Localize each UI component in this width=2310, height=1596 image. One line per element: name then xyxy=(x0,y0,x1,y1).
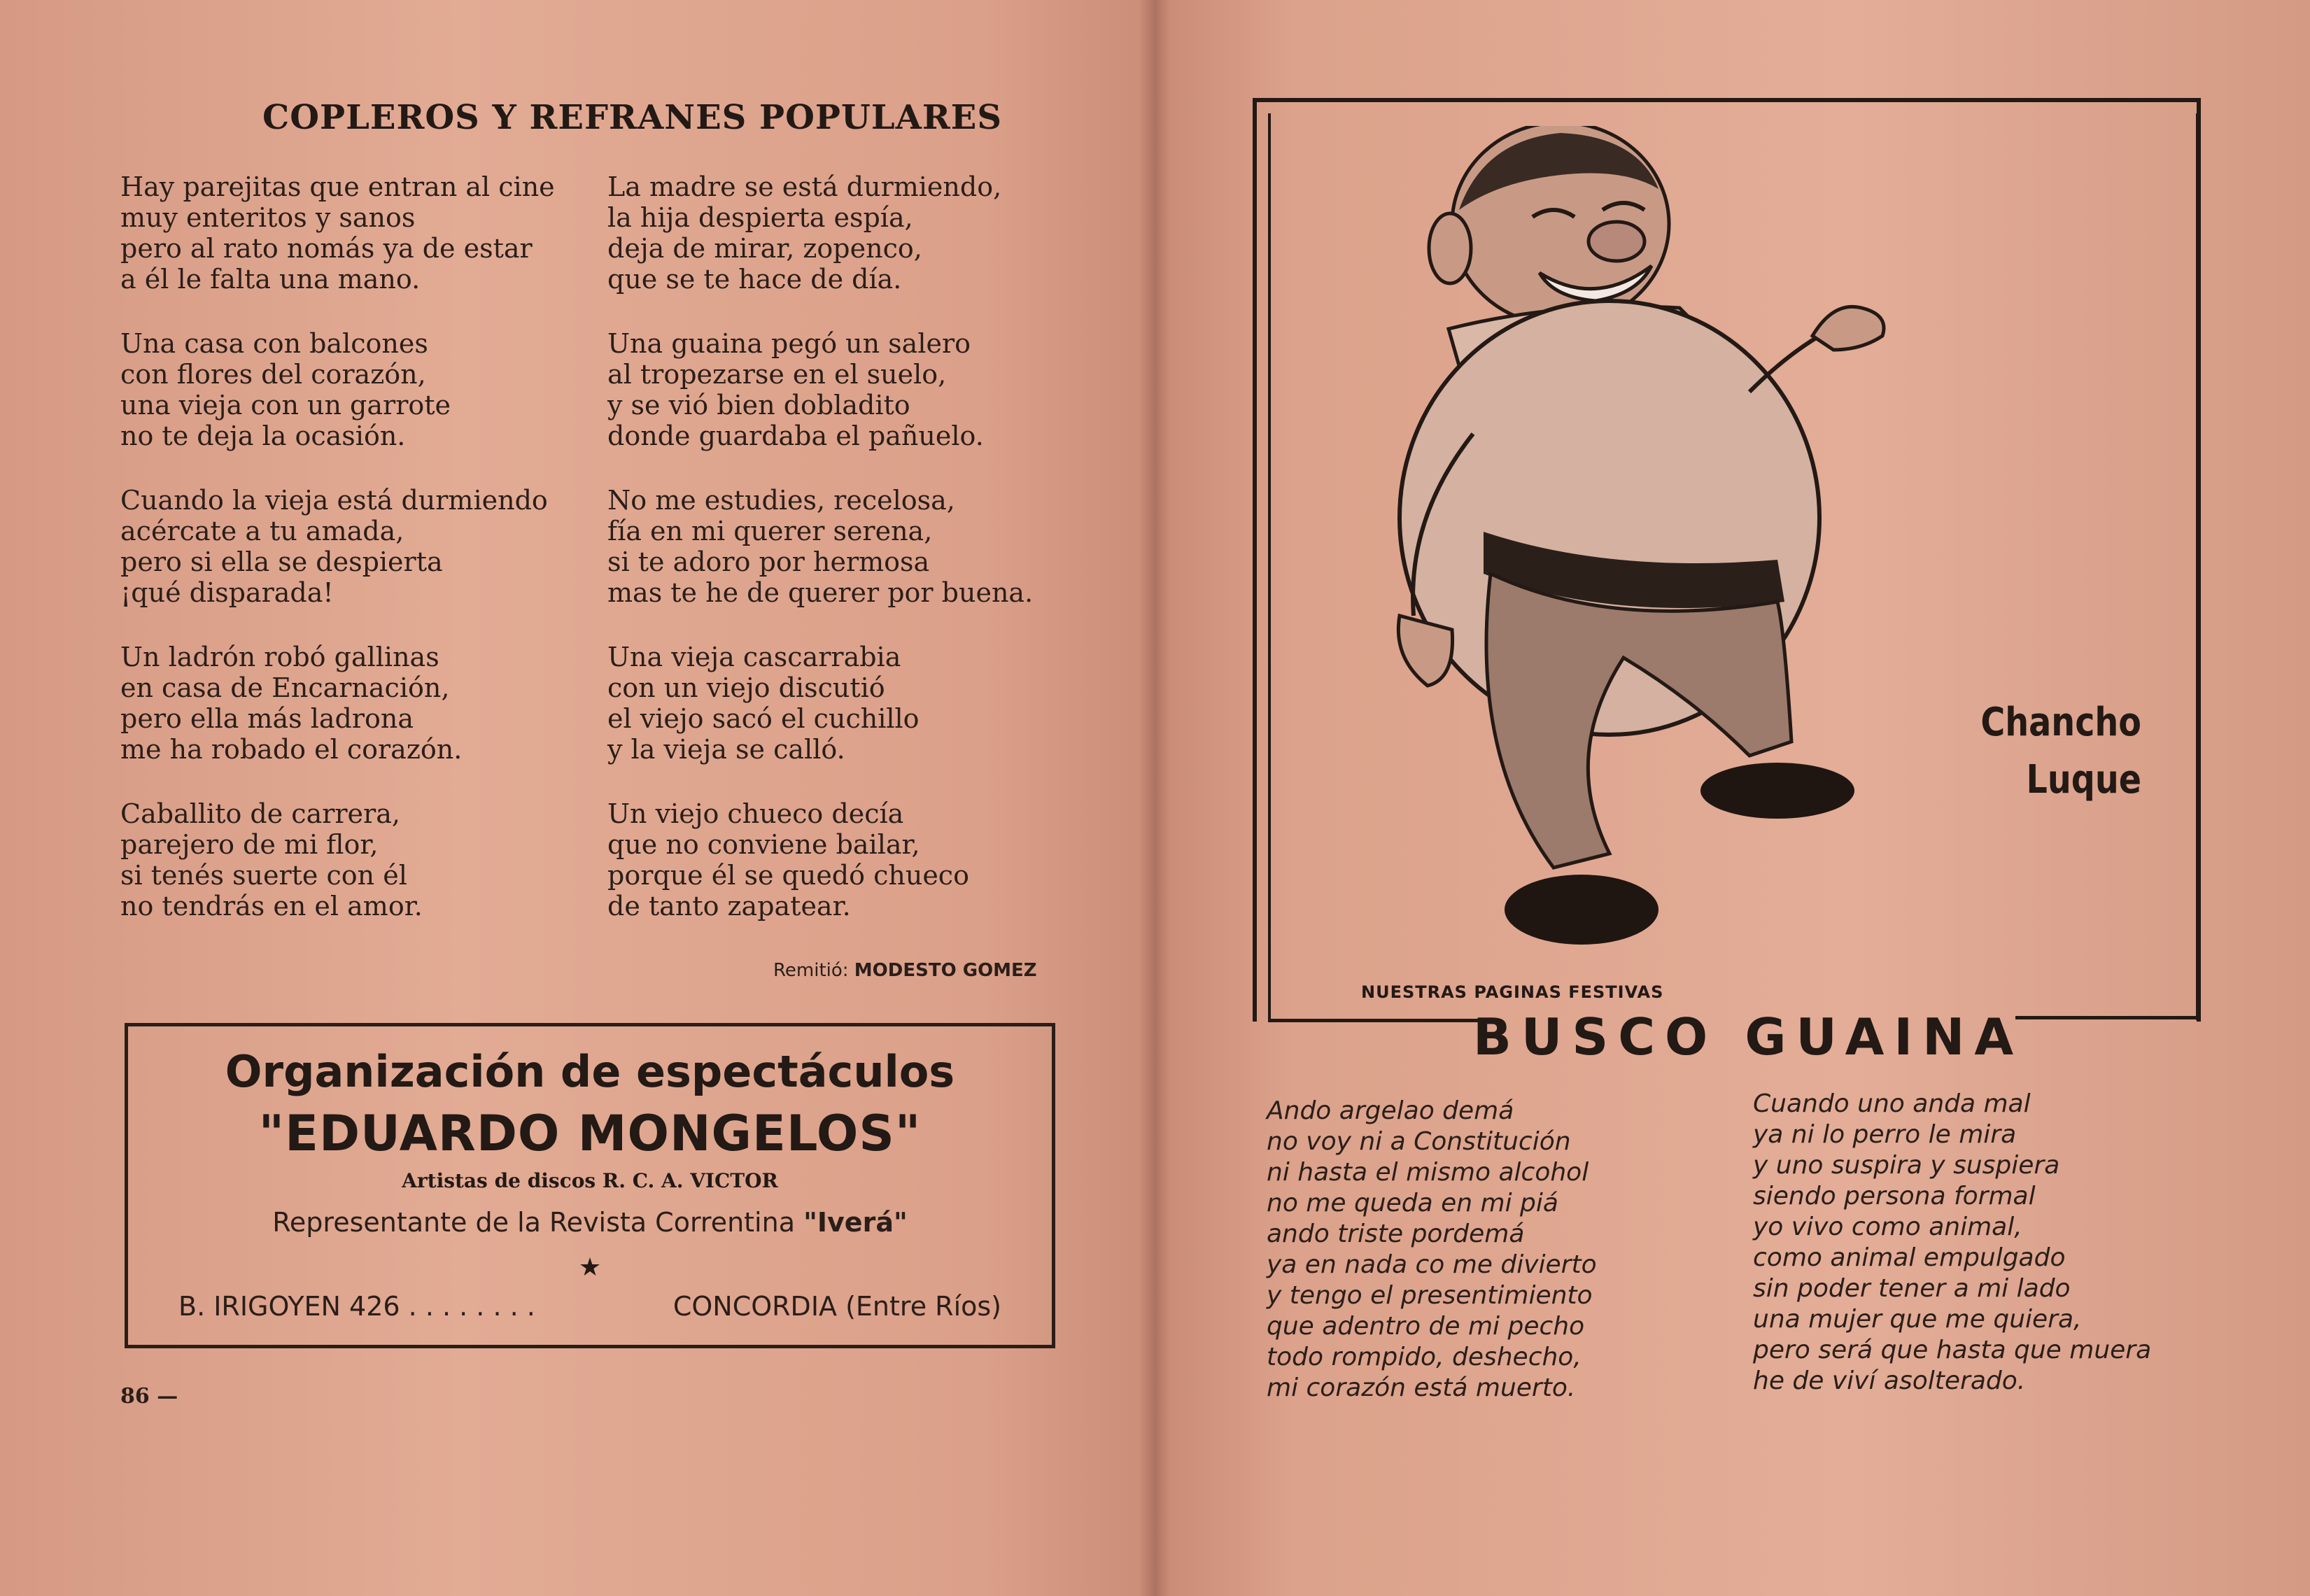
star-icon: ★ xyxy=(578,1253,602,1282)
verse-line: No me estudies, recelosa, xyxy=(607,485,955,516)
ear-shape xyxy=(1429,213,1471,283)
verse-line: no te deja la ocasión. xyxy=(120,421,406,451)
poem-line: no voy ni a Constitución xyxy=(1267,1127,1571,1156)
verse-line: la hija despierta espía, xyxy=(607,202,913,233)
poem-line: no me queda en mi piá xyxy=(1267,1189,1558,1217)
left-hand-shape xyxy=(1398,616,1452,686)
stanza xyxy=(607,485,1055,608)
poem-line: todo rompido, deshecho, xyxy=(1267,1343,1582,1371)
verse-line: pero si ella se despierta xyxy=(120,546,443,577)
stanza xyxy=(120,642,596,765)
verse-line: Un viejo chueco decía xyxy=(607,798,904,829)
verses-column-right xyxy=(607,171,1055,955)
verse-line: el viejo sacó el cuchillo xyxy=(607,703,920,734)
ad-organization: Organización de espectáculos xyxy=(225,1046,955,1097)
verse-line: acércate a tu amada, xyxy=(120,516,404,546)
chancho-luque-illustration xyxy=(1330,126,1945,987)
ad-rep-text: Representante de la Revista Correntina xyxy=(272,1207,795,1238)
verse-line: Cuando la vieja está durmiendo xyxy=(120,485,548,516)
verse-line: pero al rato nomás ya de estar xyxy=(120,233,533,264)
poem-line: como animal empulgado xyxy=(1753,1243,2066,1272)
verse-line: que se te hace de día. xyxy=(607,264,902,295)
verse-line: donde guardaba el pañuelo. xyxy=(607,421,984,451)
verse-line: muy enteritos y sanos xyxy=(120,202,416,233)
verse-line: si te adoro por hermosa xyxy=(607,546,930,577)
poem-line: y tengo el presentimiento xyxy=(1267,1281,1593,1310)
stanza xyxy=(120,171,596,295)
advertisement-box xyxy=(125,1023,1055,1348)
verse-line: La madre se está durmiendo, xyxy=(607,171,1002,202)
verse-line: al tropezarse en el suelo, xyxy=(607,359,947,390)
ad-artists-line: Artistas de discos R. C. A. VICTOR xyxy=(402,1169,778,1192)
poem-line: pero será que hasta que muera xyxy=(1753,1336,2152,1364)
poem-line: que adentro de mi pecho xyxy=(1267,1312,1585,1341)
poem-line: y uno suspira y suspiera xyxy=(1753,1151,2060,1180)
verse-line: ¡qué disparada! xyxy=(120,577,334,608)
verse-line: si tenés suerte con él xyxy=(120,860,407,891)
poem-line: Ando argelao demá xyxy=(1267,1096,1514,1125)
poem-line: ya en nada co me divierto xyxy=(1267,1250,1597,1279)
poem-line: he de viví asolterado. xyxy=(1753,1367,2026,1395)
poem-line: Cuando uno anda mal xyxy=(1753,1089,2031,1118)
verse-line: y la vieja se calló. xyxy=(607,734,845,765)
stanza xyxy=(607,798,1055,921)
verse-line: con un viejo discutió xyxy=(607,672,885,703)
verses-column-left xyxy=(120,171,596,955)
ad-company-name: "EDUARDO MONGELOS" xyxy=(258,1105,922,1162)
poem-column-right xyxy=(1753,1089,2201,1397)
stanza xyxy=(120,798,596,921)
frame-rule-left xyxy=(1268,1019,1485,1022)
verse-line: parejero de mi flor, xyxy=(120,829,379,860)
verse-line: Una guaina pegó un salero xyxy=(607,328,971,359)
poem-line: sin poder tener a mi lado xyxy=(1753,1274,2071,1303)
snout-shape xyxy=(1589,222,1645,261)
poem-line: ya ni lo perro le mira xyxy=(1753,1120,2017,1149)
verse-line: una vieja con un garrote xyxy=(120,390,451,421)
verse-line: mas te he de querer por buena. xyxy=(607,577,1034,608)
contributor-label: Remitió: xyxy=(773,960,849,981)
left-shoe-shape xyxy=(1505,875,1658,945)
verse-line: pero ella más ladrona xyxy=(120,703,414,734)
verse-line: con flores del corazón, xyxy=(120,359,426,390)
contributor-credit xyxy=(773,960,1037,981)
ad-address: B. IRIGOYEN 426 . . . . . . . . xyxy=(178,1291,535,1322)
verse-line: en casa de Encarnación, xyxy=(120,672,450,703)
ad-representative-line xyxy=(128,1207,1052,1238)
stanza xyxy=(607,328,1055,451)
verse-line: Una vieja cascarrabia xyxy=(607,642,901,672)
poem-column-left xyxy=(1267,1096,1714,1404)
verse-line: a él le falta una mano. xyxy=(120,264,421,295)
page-title: COPLEROS Y REFRANES POPULARES xyxy=(262,98,1003,137)
book-gutter xyxy=(1139,0,1170,1596)
page-number: 86 — xyxy=(120,1384,178,1408)
verse-line: Caballito de carrera, xyxy=(120,798,400,829)
right-shoe-shape xyxy=(1700,763,1854,819)
verse-line: y se vió bien dobladito xyxy=(607,390,910,421)
character-name-first: Chancho xyxy=(1980,700,2141,745)
frame-rule-right xyxy=(2015,1016,2199,1019)
poem-line: yo vivo como animal, xyxy=(1753,1213,2022,1241)
poem-line: una mujer que me quiera, xyxy=(1753,1305,2082,1334)
verse-line: que no conviene bailar, xyxy=(607,829,920,860)
contributor-name: MODESTO GOMEZ xyxy=(854,960,1037,981)
verse-line: porque él se quedó chueco xyxy=(607,860,969,891)
verse-line: Un ladrón robó gallinas xyxy=(120,642,439,672)
stanza xyxy=(120,485,596,608)
verse-line: me ha robado el corazón. xyxy=(120,734,463,765)
verse-line: no tendrás en el amor. xyxy=(120,891,423,921)
verse-line: Una casa con balcones xyxy=(120,328,428,359)
waving-hand-shape xyxy=(1812,306,1884,350)
verse-line: Hay parejitas que entran al cine xyxy=(120,171,555,202)
poem-line: siendo persona formal xyxy=(1753,1182,2036,1210)
verse-line: deja de mirar, zopenco, xyxy=(607,233,922,264)
stanza xyxy=(607,171,1055,295)
poem-line: mi corazón está muerto. xyxy=(1267,1373,1576,1402)
verse-line: de tanto zapatear. xyxy=(607,891,851,921)
poem-line: ni hasta el mismo alcohol xyxy=(1267,1158,1589,1187)
verse-line: fía en mi querer serena, xyxy=(607,516,933,546)
ad-city: CONCORDIA (Entre Ríos) xyxy=(672,1291,1001,1322)
stanza xyxy=(607,642,1055,765)
poem-title: BUSCO GUAINA xyxy=(1473,1008,2024,1066)
poem-line: ando triste pordemá xyxy=(1267,1220,1525,1248)
stanza xyxy=(120,328,596,451)
character-name-last: Luque xyxy=(2026,757,2141,803)
ad-rep-magazine: "Iverá" xyxy=(803,1207,908,1238)
section-label: NUESTRAS PAGINAS FESTIVAS xyxy=(1361,982,1664,1002)
